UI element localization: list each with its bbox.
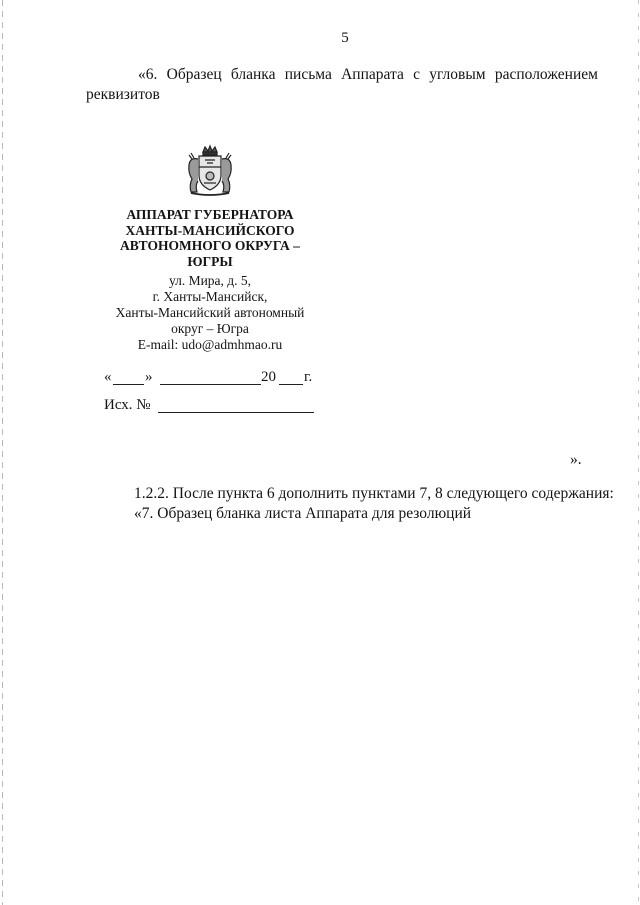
paragraph-1-2-2: 1.2.2. После пункта 6 дополнить пунктами 7, 8 следующего содержания: (134, 485, 614, 502)
outgoing-number-field (104, 397, 344, 415)
outgoing-number-label: Исх. № (104, 397, 151, 413)
date-close-quote: » (145, 369, 153, 385)
year-prefix: 20 (261, 369, 276, 385)
intro-word: угловым (429, 66, 486, 83)
month-blank (160, 384, 261, 385)
address-block (100, 273, 320, 353)
intro-line-2: реквизитов (86, 86, 160, 103)
intro-line-1 (86, 65, 598, 85)
page-number: 5 (341, 30, 349, 46)
intro-word: Аппарата (341, 66, 404, 83)
email-line: E-mail: udo@admhmao.ru (137, 337, 283, 352)
org-name-line: ХАНТЫ-МАНСИЙСКОГО (125, 222, 295, 238)
intro-paragraph (86, 65, 598, 105)
intro-word: с (413, 66, 420, 83)
date-field (104, 369, 344, 387)
org-name-line: АППАРАТ ГУБЕРНАТОРА (126, 207, 294, 222)
intro-word: бланка (230, 66, 276, 83)
address-line: округ – Югра (171, 321, 249, 336)
address-line: ул. Мира, д. 5, (168, 273, 252, 288)
intro-word: Образец (166, 66, 222, 83)
scan-edge-right (638, 0, 639, 905)
scan-edge-left (2, 0, 3, 905)
paragraph-7-heading: «7. Образец бланка листа Аппарата для резолюций (134, 505, 472, 522)
address-line: г. Ханты-Мансийск, (152, 289, 268, 304)
address-line: Ханты-Мансийский автономный (115, 305, 305, 320)
date-open-quote: « (104, 369, 112, 385)
intro-word: «6. (138, 66, 158, 83)
intro-word: расположением (494, 66, 598, 83)
coat-of-arms-emblem-icon (183, 143, 237, 199)
day-blank (113, 384, 144, 385)
year-suffix: г. (304, 369, 313, 385)
closing-quote-mark: ». (570, 451, 582, 468)
intro-word: письма (284, 66, 332, 83)
year-blank (279, 384, 303, 385)
organization-name (96, 207, 324, 269)
org-name-line: АВТОНОМНОГО ОКРУГА – ЮГРЫ (120, 238, 300, 269)
outgoing-number-blank (158, 412, 314, 413)
